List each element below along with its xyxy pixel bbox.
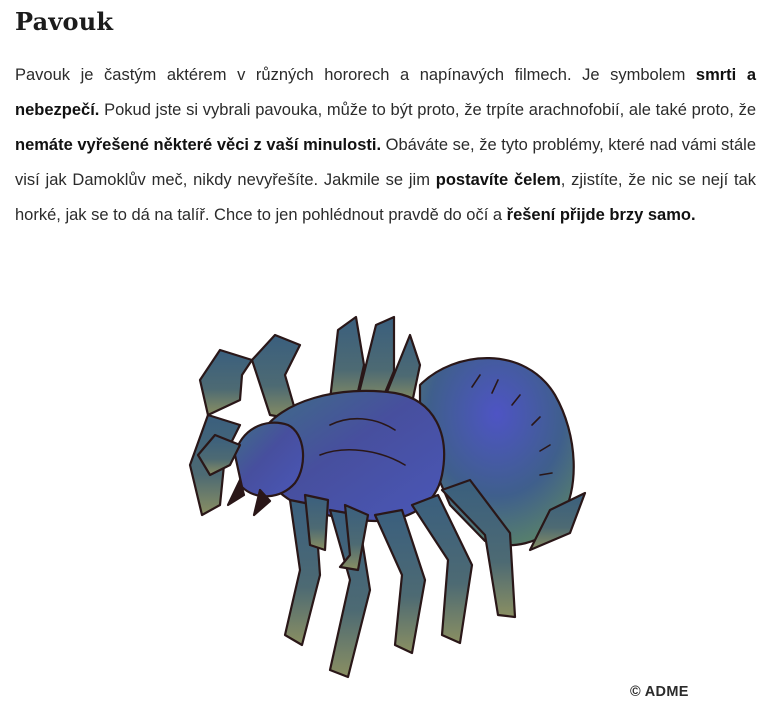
paragraph-segment: Pavouk je častým aktérem v různých hororech a napínavých filmech. Je symbolem: [15, 66, 696, 84]
spider-leg: [375, 510, 425, 653]
paragraph-segment-bold: smrti a nebezpečí.: [15, 66, 757, 119]
image-credit: © ADME: [630, 684, 689, 700]
spider-leg: [200, 350, 252, 415]
paragraph-segment-bold: postavíte čelem: [435, 171, 561, 189]
spider-fang: [228, 480, 244, 505]
paragraph-segment: , zjistíte, že nic se nejí tak horké, jak se to dá na talíř. Chce to jen pohlédnout pravdě do očí a: [15, 171, 756, 224]
spider-illustration: [180, 305, 600, 700]
article-paragraph: [15, 58, 756, 233]
paragraph-segment: Obáváte se, že tyto problémy, které nad vámi stále visí jak Damoklův meč, nikdy nevyřešíte. Jakmile se jim: [15, 136, 756, 189]
paragraph-segment-bold: nemáte vyřešené některé věci z vaší minulosti.: [15, 136, 382, 154]
paragraph-segment-bold: řešení přijde brzy samo.: [506, 206, 696, 224]
article-heading: Pavouk: [15, 7, 114, 36]
paragraph-segment: Pokud jste si vybrali pavouka, může to být proto, že trpíte arachnofobií, ale také proto, že: [99, 101, 756, 119]
spider-head: [235, 423, 303, 497]
